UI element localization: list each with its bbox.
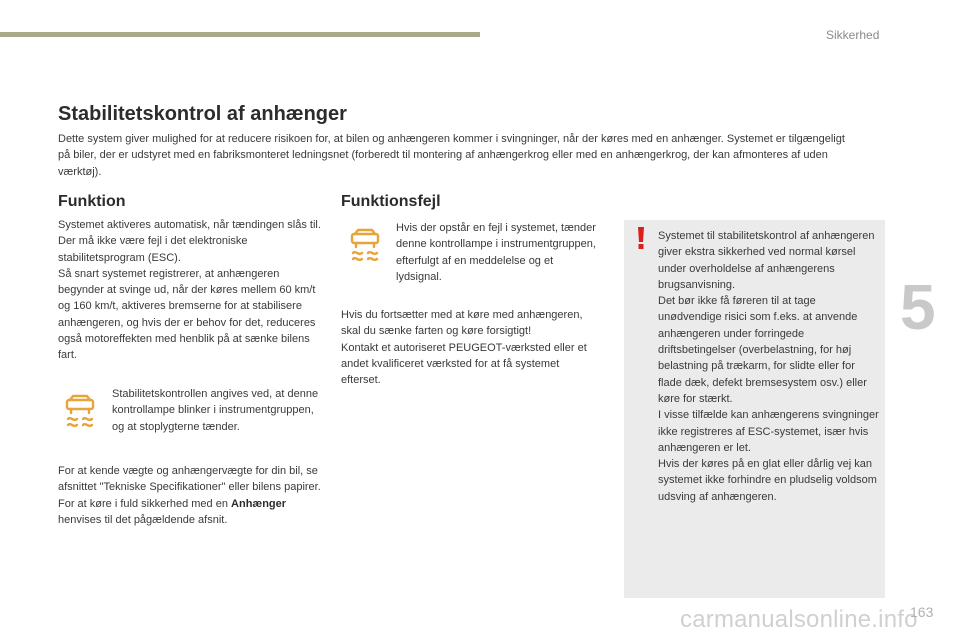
funktion-heading: Funktion bbox=[58, 193, 126, 210]
funktion-line: Der må ikke være fejl i det elektroniske stabilitetsprogram (ESC). bbox=[58, 235, 248, 264]
watermark: carmanualsonline.info bbox=[680, 606, 918, 633]
header-accent-bar bbox=[0, 32, 480, 37]
chapter-number: 5 bbox=[900, 271, 936, 343]
text-segment: henvises til det pågældende afsnit. bbox=[58, 513, 228, 526]
trailer-stability-fault-icon bbox=[347, 226, 383, 262]
section-label: Sikkerhed bbox=[826, 28, 880, 42]
funktionsfejl-paragraph-1: Hvis der opstår en fejl i systemet, tænder denne kontrollampe i instrumentgruppen, efterfulgt af en meddelelse og et lydsignal. bbox=[396, 222, 596, 283]
funktion-line: Så snart systemet registrerer, at anhængeren begynder at svinge ud, når der køres mellem 60 km/t og 160 km/t, aktiveres bremserne for at stabilisere anhængeren, og hvis der er behov for det, reduceres også motoreffekten med henblik på at sænke bilens fart. bbox=[58, 267, 316, 362]
funktionsfejl-heading: Funktionsfejl bbox=[341, 193, 441, 210]
warning-line: Systemet til stabilitetskontrol af anhængeren giver ekstra sikkerhed ved normal kørsel under overholdelse af anhængerens brugsanvisning. bbox=[658, 230, 875, 291]
warning-line: Hvis der køres på en glat eller dårlig vej kan systemet ikke forhindre en pludselig voldsom udsving af anhængeren. bbox=[658, 458, 877, 503]
funktion-paragraph-2: Stabilitetskontrollen angives ved, at denne kontrollampe blinker i instrumentgruppen, og at stoplygterne tænder. bbox=[112, 388, 319, 433]
intro-paragraph: Dette system giver mulighed for at reducere risikoen for, at bilen og anhængeren kommer i svingninger, når der køres med en anhænger. Systemet er tilgængeligt på biler, der er udstyret med en fabriksmonteret ledningsnet (forberedt til montering af anhængerkrog eller med en anhængerkrog, der kan afmonteres af uden værktøj). bbox=[58, 133, 845, 178]
warning-line: Det bør ikke få føreren til at tage unødvendige risici som f.eks. at anvende anhængeren under forringede driftsbetingelser (overbelastning, for høj belastning på trækarm, for slidte eller for flade dæk, defekt bremsesystem osv.) eller køre for stærkt. bbox=[658, 295, 867, 405]
text-segment: For at køre i fuld sikkerhed med en bbox=[58, 497, 228, 510]
funktion-line: Systemet aktiveres automatisk, når tændingen slås til. bbox=[58, 219, 321, 231]
funktion-line: For at kende vægte og anhængervægte for din bil, se afsnittet "Tekniske Specifikationer" eller bilens papirer. bbox=[58, 465, 321, 494]
fejl-line: Hvis du fortsætter med at køre med anhængeren, skal du sænke farten og køre forsigtigt! bbox=[341, 309, 583, 338]
fejl-line: Kontakt et autoriseret PEUGEOT-værksted eller et andet kvalificeret værksted for at få systemet efterset. bbox=[341, 341, 587, 387]
warning-text bbox=[658, 228, 881, 505]
anhaenger-bold: Anhænger bbox=[231, 497, 287, 510]
page-title: Stabilitetskontrol af anhænger bbox=[58, 103, 347, 125]
funktion-paragraph-3 bbox=[58, 463, 323, 528]
funktionsfejl-paragraph-2 bbox=[341, 307, 591, 388]
exclamation-icon bbox=[636, 226, 646, 250]
funktion-paragraph-1 bbox=[58, 217, 323, 364]
page-number: 163 bbox=[910, 604, 934, 620]
warning-line: I visse tilfælde kan anhængerens svingninger ikke registreres af ESC-systemet, især hvis anhængeren er let. bbox=[658, 409, 879, 454]
trailer-stability-warning-icon bbox=[62, 392, 98, 428]
funktion-line bbox=[58, 496, 323, 529]
